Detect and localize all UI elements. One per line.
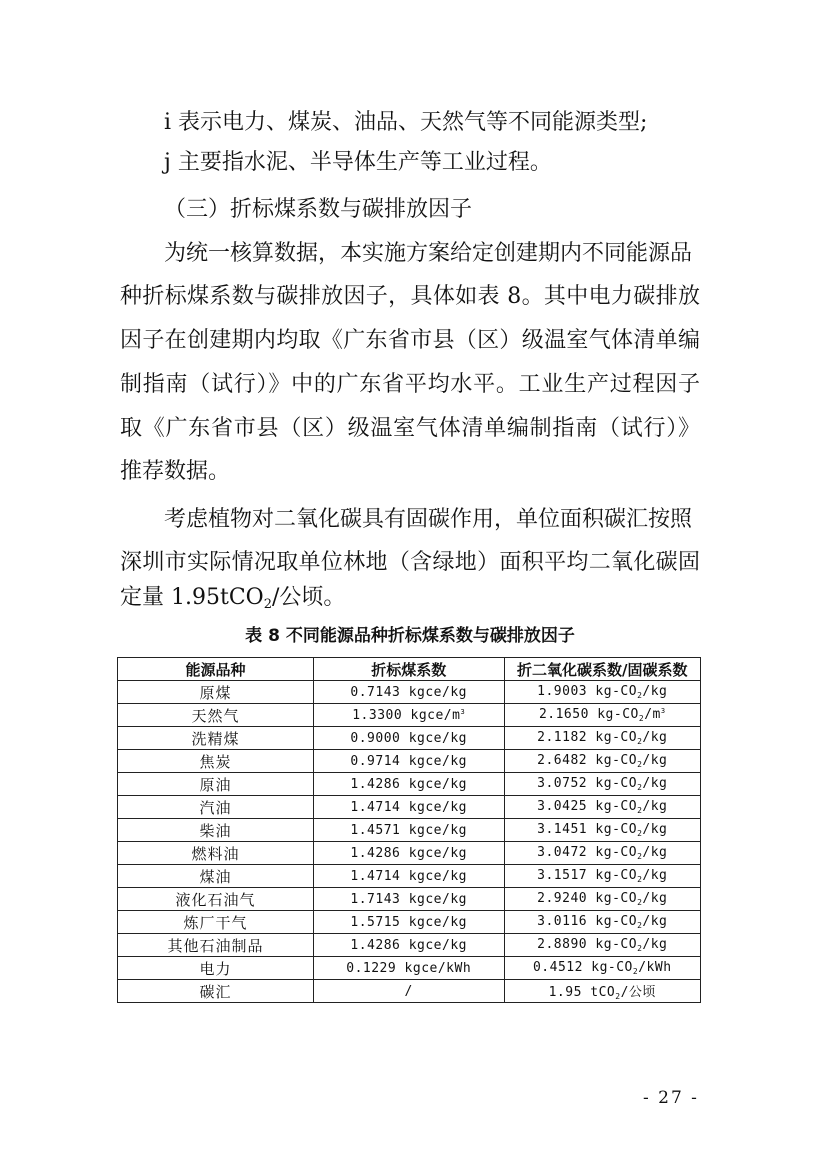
subscript-2: 2 [263,597,272,612]
co2-factor-cell [504,911,700,934]
table-row [118,727,701,750]
co2-factor-value: 2.1650 kg-CO [538,707,639,722]
subscript-2: 2 [637,737,643,746]
co2-factor-value: 0.4512 kg-CO [532,960,633,975]
coal-factor-cell: 0.1229 kgce/kWh [313,957,504,980]
subscript-2: 2 [637,783,643,792]
co2-factor-cell [504,773,700,796]
subscript-2: 2 [637,760,643,769]
co2-factor-unit: /kg [642,868,668,883]
co2-factor-cell [504,704,700,727]
paragraph-2-line-2: 深圳市实际情况取单位林地（含绿地）面积平均二氧化碳固 [120,550,700,575]
coal-factor-cell: 1.7143 kgce/kg [313,888,504,911]
coal-factor-cell: 0.9714 kgce/kg [313,750,504,773]
table-row [118,911,701,934]
co2-factor-value: 3.1517 kg-CO [537,868,638,883]
energy-type-cell: 煤油 [118,865,314,888]
energy-type-cell: 燃料油 [118,842,314,865]
co2-factor-cell [504,842,700,865]
coal-factor-cell: 1.4286 kgce/kg [313,842,504,865]
carbon-sink-value: 定量 1.95tCO [120,585,264,610]
table-caption: 表 8 不同能源品种折标煤系数与碳排放因子 [245,626,575,646]
energy-type-cell: 柴油 [118,819,314,842]
subscript-2: 2 [632,967,639,976]
coal-factor-cell: 1.5715 kgce/kg [313,911,504,934]
table-row [118,773,701,796]
co2-factor-value: 3.0752 kg-CO [537,776,638,791]
co2-factor-value: 3.0425 kg-CO [537,799,638,814]
header-energy-type: 能源品种 [118,658,314,681]
energy-type-cell: 汽油 [118,796,314,819]
co2-factor-cell [504,681,700,704]
energy-type-cell: 液化石油气 [118,888,314,911]
co2-factor-unit: /kg [642,914,668,929]
superscript: 3 [660,707,666,715]
co2-factor-unit: /kg [642,845,668,860]
subscript-2: 2 [637,691,643,700]
co2-factor-unit: /kg [642,730,668,745]
table-row [118,957,701,980]
coal-factor-cell: 1.4714 kgce/kg [313,796,504,819]
subscript-2: 2 [637,829,643,838]
co2-factor-cell [504,819,700,842]
energy-type-cell: 原油 [118,773,314,796]
co2-factor-value: 2.9240 kg-CO [537,891,638,906]
co2-factor-unit: /kWh [638,960,672,975]
co2-factor-value: 3.1451 kg-CO [537,822,638,837]
co2-factor-cell [504,727,700,750]
paragraph-2-line-1: 考虑植物对二氧化碳具有固碳作用，单位面积碳汇按照 [164,507,693,532]
subscript-2: 2 [637,898,643,907]
energy-type-cell: 其他石油制品 [118,934,314,957]
paragraph-1-line-1: 为统一核算数据，本实施方案给定创建期内不同能源品 [164,241,693,266]
coal-factor-cell: 0.7143 kgce/kg [313,681,504,704]
coal-factor-cell: 1.4571 kgce/kg [313,819,504,842]
co2-factor-cell [504,865,700,888]
table-row [118,796,701,819]
energy-type-cell: 洗精煤 [118,727,314,750]
coal-factor-cell: 0.9000 kgce/kg [313,727,504,750]
table-row [118,750,701,773]
coal-factor-cell: 1.4286 kgce/kg [313,773,504,796]
co2-factor-unit: /kg [642,822,668,837]
co2-factor-cell [504,934,700,957]
carbon-sink-unit: /公顷。 [271,585,346,610]
co2-factor-value: 1.95 tCO [548,985,616,1000]
co2-factor-cell [504,796,700,819]
co2-factor-unit: /m [644,707,661,722]
co2-factor-cell [504,750,700,773]
co2-factor-value: 2.8890 kg-CO [537,937,638,952]
energy-type-cell: 电力 [118,957,314,980]
co2-factor-cell [504,888,700,911]
paragraph-1-line-3: 因子在创建期内均取《广东省市县（区）级温室气体清单编 [120,328,700,353]
subscript-2: 2 [637,806,643,815]
table-row [118,934,701,957]
table-body [118,681,701,1003]
text-line-i: i 表示电力、煤炭、油品、天然气等不同能源类型; [164,110,648,135]
energy-type-cell: 碳汇 [118,980,314,1003]
paragraph-1-line-2: 种折标煤系数与碳排放因子，具体如表 8。其中电力碳排放 [120,284,700,309]
subscript-2: 2 [637,944,643,953]
coal-factor-value: 1.3300 kgce/m [352,707,461,723]
co2-factor-unit: /kg [642,891,668,906]
energy-type-cell: 焦炭 [118,750,314,773]
coal-factor-cell: / [313,980,504,1003]
table-row [118,888,701,911]
coal-factor-cell [313,704,504,727]
subscript-2: 2 [637,875,643,884]
co2-factor-value: 3.0116 kg-CO [537,914,638,929]
coal-factor-cell: 1.4714 kgce/kg [313,865,504,888]
co2-factor-unit: /kg [642,684,668,699]
energy-type-cell: 天然气 [118,704,314,727]
subscript-2: 2 [615,992,621,1001]
co2-factor-unit: /kg [642,753,668,768]
superscript: 3 [460,707,466,716]
conversion-factor-table [117,657,701,1003]
table-row [118,704,701,727]
paragraph-1-line-4: 制指南（试行）》中的广东省平均水平。工业生产过程因子 [120,372,700,397]
paragraph-1-line-6: 推荐数据。 [120,459,231,484]
subscript-2: 2 [638,714,645,723]
energy-type-cell: 原煤 [118,681,314,704]
co2-factor-cell [504,957,700,980]
co2-factor-value: 2.1182 kg-CO [537,730,638,745]
co2-factor-value: 1.9003 kg-CO [537,684,638,699]
co2-factor-unit: /kg [642,799,668,814]
page-number: - 27 - [643,1088,699,1108]
co2-factor-unit: /kg [642,776,668,791]
header-co2-factor: 折二氧化碳系数/固碳系数 [504,658,700,681]
co2-factor-cell [504,980,700,1003]
table-row [118,980,701,1003]
co2-factor-value: 2.6482 kg-CO [537,753,638,768]
subscript-2: 2 [637,921,643,930]
table-row [118,681,701,704]
header-coal-factor: 折标煤系数 [313,658,504,681]
coal-factor-cell: 1.4286 kgce/kg [313,934,504,957]
text-line-j: j 主要指水泥、半导体生产等工业过程。 [164,150,552,175]
table-header-row [118,658,701,681]
section-heading: （三）折标煤系数与碳排放因子 [164,197,473,222]
co2-factor-value: 3.0472 kg-CO [537,845,638,860]
paragraph-2-line-3 [120,583,345,620]
co2-factor-unit: /kg [642,937,668,952]
table-row [118,865,701,888]
paragraph-1-line-5: 取《广东省市县（区）级温室气体清单编制指南（试行）》 [120,416,700,441]
table-row [118,819,701,842]
subscript-2: 2 [637,852,643,861]
table-row [118,842,701,865]
energy-type-cell: 炼厂干气 [118,911,314,934]
co2-factor-unit: /公顷 [620,985,656,1000]
